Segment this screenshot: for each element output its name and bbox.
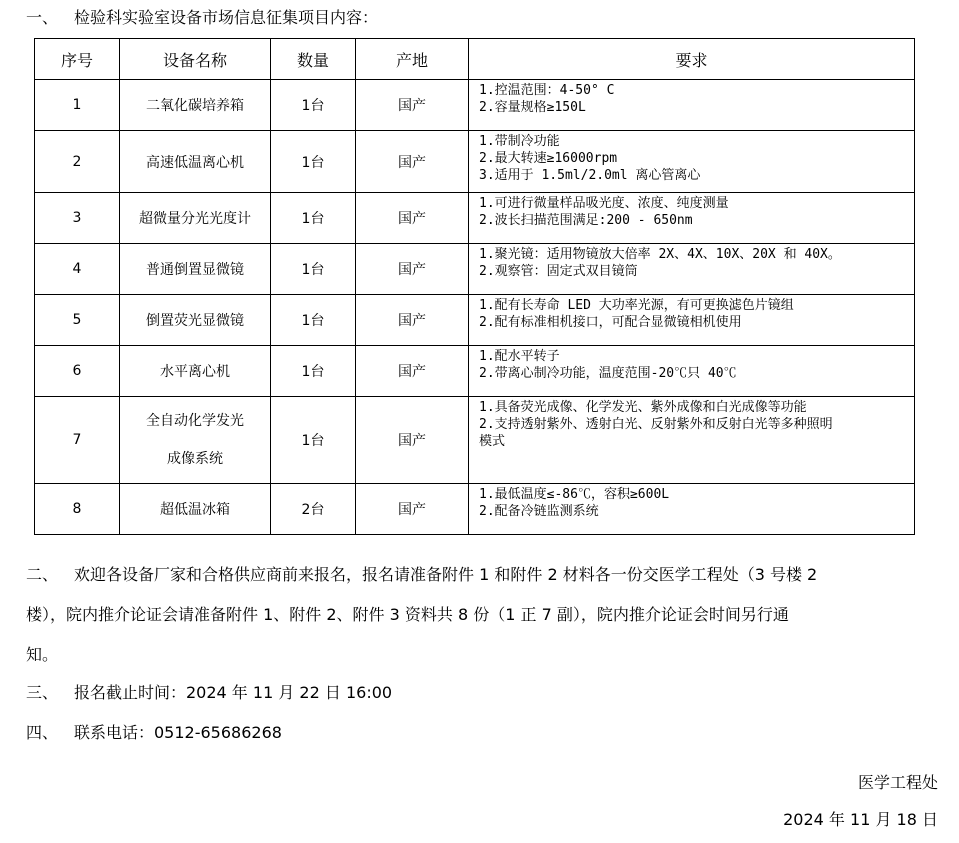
- requirement-line: 2.容量规格≥150L: [479, 100, 586, 115]
- equipment-name-line: 普通倒置显微镜: [146, 262, 244, 278]
- requirement-line: 2.带离心制冷功能，温度范围-20℃只 40℃: [479, 366, 737, 381]
- requirement-line: 1.聚光镜：适用物镜放大倍率 2X、4X、10X、20X 和 40X。: [479, 247, 841, 262]
- cell-requirements: [469, 397, 915, 484]
- cell-origin: 国产: [356, 244, 469, 295]
- equipment-name-line: 全自动化学发光: [146, 413, 244, 429]
- cell-origin: 国产: [356, 131, 469, 193]
- requirement-line: 2.支持透射紫外、透射白光、反射紫外和反射白光等多种照明: [479, 417, 833, 432]
- cell-origin: 国产: [356, 346, 469, 397]
- signature-department: 医学工程处: [857, 773, 938, 792]
- requirement-line: 模式: [479, 434, 506, 449]
- section-number: 一、: [26, 8, 59, 27]
- section-heading-1: [26, 6, 378, 30]
- table-row: [35, 131, 915, 193]
- table-row: [35, 484, 915, 535]
- cell-name: [120, 193, 271, 244]
- requirement-line: 2.配有标准相机接口，可配合显微镜相机使用: [479, 315, 742, 330]
- section-2-paragraph: [26, 555, 938, 675]
- cell-requirements: [469, 295, 915, 346]
- signature-date: 2024 年 11 月 18 日: [783, 810, 938, 829]
- equipment-name-line: 成像系统: [167, 451, 223, 467]
- cell-origin: 国产: [356, 484, 469, 535]
- cell-no: 1: [35, 80, 120, 131]
- cell-no: 5: [35, 295, 120, 346]
- cell-no: 7: [35, 397, 120, 484]
- cell-name: [120, 484, 271, 535]
- table-row: [35, 397, 915, 484]
- requirement-line: 2.观察管：固定式双目镜筒: [479, 264, 638, 279]
- section-3-deadline: [26, 673, 392, 713]
- requirement-line: 1.配水平转子: [479, 349, 560, 364]
- table-row: [35, 346, 915, 397]
- cell-qty: 1台: [271, 80, 356, 131]
- equipment-name-line: 超微量分光光度计: [139, 211, 251, 227]
- section-2-line-2: 楼），院内推介论证会请准备附件 1、附件 2、附件 3 资料共 8 份（1 正 7 副），院内推介论证会时间另行通: [26, 605, 789, 624]
- section-4-contact: [26, 713, 282, 753]
- cell-qty: 1台: [271, 244, 356, 295]
- cell-qty: 1台: [271, 131, 356, 193]
- cell-no: 3: [35, 193, 120, 244]
- header-qty: 数量: [271, 39, 356, 80]
- section-heading-text: 检验科实验室设备市场信息征集项目内容：: [74, 8, 379, 27]
- requirement-line: 2.波长扫描范围满足:200 - 650nm: [479, 213, 693, 228]
- requirement-line: 2.最大转速≥16000rpm: [479, 151, 618, 166]
- requirement-line: 1.可进行微量样品吸光度、浓度、纯度测量: [479, 196, 729, 211]
- cell-requirements: [469, 484, 915, 535]
- equipment-name-line: 二氧化碳培养箱: [146, 98, 244, 114]
- equipment-name-line: 水平离心机: [160, 364, 230, 380]
- section-number: 四、: [26, 723, 59, 742]
- contact-text: 联系电话：0512-65686268: [74, 723, 282, 742]
- equipment-table: [34, 38, 915, 535]
- cell-name: [120, 346, 271, 397]
- cell-name: [120, 295, 271, 346]
- cell-no: 8: [35, 484, 120, 535]
- equipment-name-line: 超低温冰箱: [160, 502, 230, 518]
- requirement-line: 3.适用于 1.5ml/2.0ml 离心管离心: [479, 168, 701, 183]
- equipment-name-line: 倒置荧光显微镜: [146, 313, 244, 329]
- cell-qty: 2台: [271, 484, 356, 535]
- cell-origin: 国产: [356, 295, 469, 346]
- header-requirements: 要求: [469, 39, 915, 80]
- table-header-row: [35, 39, 915, 80]
- cell-name: [120, 80, 271, 131]
- cell-name: [120, 397, 271, 484]
- cell-no: 6: [35, 346, 120, 397]
- cell-name: [120, 131, 271, 193]
- table-row: [35, 295, 915, 346]
- section-2-line-1: 二、 欢迎各设备厂家和合格供应商前来报名，报名请准备附件 1 和附件 2 材料各一份交医学工程处（3 号楼 2: [26, 555, 938, 595]
- table-row: [35, 80, 915, 131]
- section-number: 三、: [26, 683, 59, 702]
- table-row: [35, 244, 915, 295]
- requirement-line: 1.控温范围：4-50° C: [479, 83, 615, 98]
- requirement-line: 1.配有长寿命 LED 大功率光源，有可更换滤色片镜组: [479, 298, 794, 313]
- requirement-line: 1.最低温度≤-86℃，容积≥600L: [479, 487, 670, 502]
- table-row: [35, 193, 915, 244]
- header-origin: 产地: [356, 39, 469, 80]
- section-number: 二、: [26, 565, 59, 584]
- deadline-text: 报名截止时间：2024 年 11 月 22 日 16:00: [74, 683, 393, 702]
- cell-requirements: [469, 244, 915, 295]
- cell-requirements: [469, 193, 915, 244]
- header-name: 设备名称: [120, 39, 271, 80]
- cell-qty: 1台: [271, 346, 356, 397]
- cell-origin: 国产: [356, 80, 469, 131]
- requirement-line: 1.具备荧光成像、化学发光、紫外成像和白光成像等功能: [479, 400, 807, 415]
- cell-qty: 1台: [271, 397, 356, 484]
- header-no: 序号: [35, 39, 120, 80]
- requirement-line: 1.带制冷功能: [479, 134, 560, 149]
- cell-name: [120, 244, 271, 295]
- cell-requirements: [469, 131, 915, 193]
- cell-requirements: [469, 80, 915, 131]
- cell-qty: 1台: [271, 193, 356, 244]
- cell-origin: 国产: [356, 193, 469, 244]
- cell-no: 4: [35, 244, 120, 295]
- requirement-line: 2.配备冷链监测系统: [479, 504, 599, 519]
- cell-origin: 国产: [356, 397, 469, 484]
- section-2-line-3: 知。: [26, 645, 59, 664]
- cell-requirements: [469, 346, 915, 397]
- cell-qty: 1台: [271, 295, 356, 346]
- equipment-name-line: 高速低温离心机: [146, 154, 244, 171]
- cell-no: 2: [35, 131, 120, 193]
